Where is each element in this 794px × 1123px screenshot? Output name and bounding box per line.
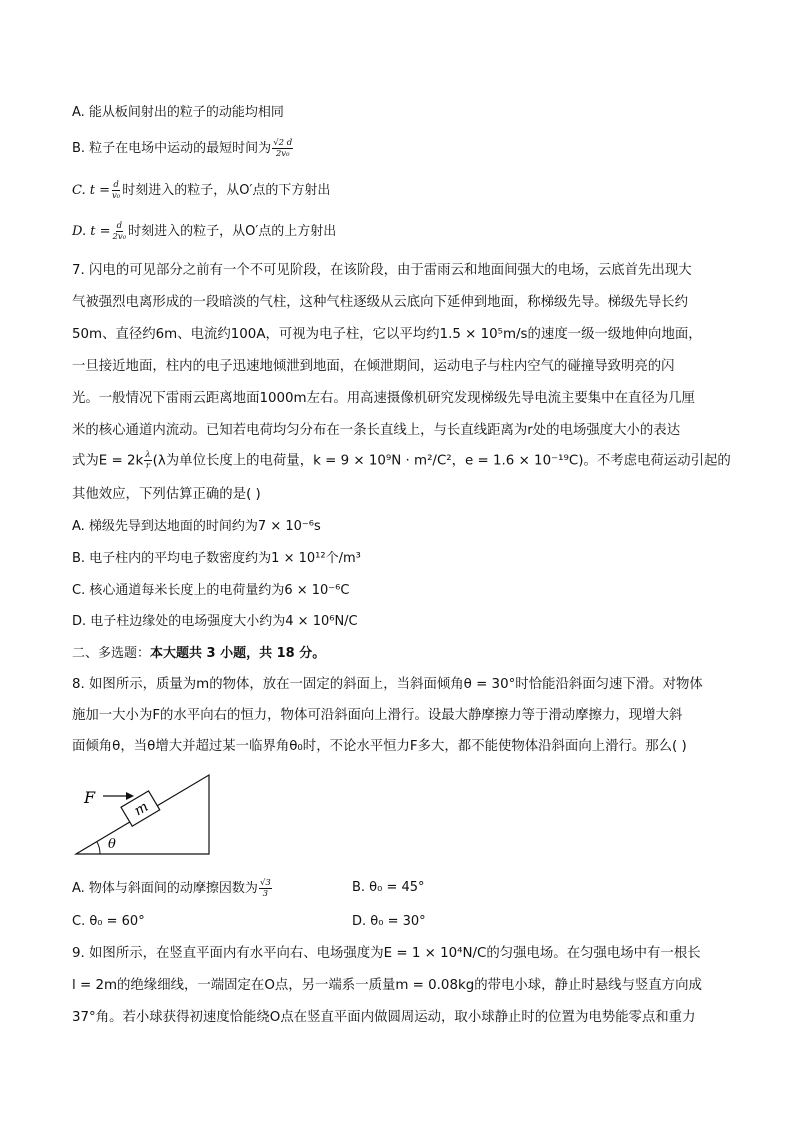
q7-option-a: A. 梯级先导到达地面的时间约为7 × 10⁻⁶s (72, 519, 321, 534)
q7-line-6: 米的核心通道内流动。已知若电荷均匀分布在一条长直线上，与长直线距离为r处的电场强度大小的表达 (72, 423, 681, 438)
section-detail: 本大题共 3 小题，共 18 分。 (150, 646, 326, 661)
q7-option-c: C. 核心通道每米长度上的电荷量约为6 × 10⁻⁶C (72, 583, 350, 598)
section-heading (72, 644, 325, 664)
fraction-numerator: λ (145, 450, 151, 460)
q9-line-2: l = 2m的绝缘细线，一端固定在O点，另一端系一质量m = 0.08kg的带电小球，静止时悬线与竖直方向成 (72, 978, 702, 993)
q7-formula-prefix: 式为E = 2k (72, 453, 144, 469)
q8-option-a-fraction (259, 878, 272, 899)
q7-last-line: 其他效应，下列估算正确的是( ) (72, 487, 261, 502)
fraction-numerator: √3 (259, 878, 271, 888)
q7-line-5: 光。一般情况下雷雨云距离地面1000m左右。用高速摄像机研究发现梯级先导电流主要集中在直径为几厘 (72, 391, 695, 406)
q6-option-d-text: 时刻进入的粒子，从O′点的上方射出 (128, 224, 337, 239)
q9-line-1: 9. 如图所示，在竖直平面内有水平向右、电场强度为E = 1 × 10⁴N/C的匀强电场。在匀强电场中有一根长 (72, 946, 701, 961)
fraction-numerator: d (116, 221, 123, 231)
q7-line-3: 50m、直径约6m、电流约100A，可视为电子柱，它以平均约1.5 × 10⁵m/s的速度一级一级地伸向地面， (72, 327, 702, 342)
q8-option-b: B. θ₀ = 45° (352, 880, 425, 895)
fraction-numerator: d (113, 180, 119, 190)
section-label: 二、多选题： (72, 646, 151, 661)
q6-option-c-fraction (111, 180, 121, 201)
q7-option-d: D. 电子柱边缘处的电场强度大小约为4 × 10⁶N/C (72, 614, 358, 629)
q6-option-b-fraction (272, 138, 293, 159)
q6-option-c-text: 时刻进入的粒子，从O′点的下方射出 (122, 183, 331, 198)
q8-option-d: D. θ₀ = 30° (352, 914, 426, 929)
incline-diagram (72, 770, 222, 862)
q8-option-a-text: A. 物体与斜面间的动摩擦因数为 (72, 881, 258, 896)
q6-option-b (72, 138, 294, 159)
q6-option-c (72, 180, 330, 201)
q6-option-c-prefix: C. t = (72, 183, 110, 198)
q6-option-b-text: B. 粒子在电场中运动的最短时间为 (72, 141, 272, 156)
q8-line-2: 施加一大小为F的水平向右的恒力，物体可沿斜面向上滑行。设最大静摩擦力等于滑动摩擦力，现增大斜 (72, 708, 683, 723)
q6-option-d (72, 221, 336, 242)
q8-line-1: 8. 如图所示，质量为m的物体，放在一固定的斜面上，当斜面倾角θ = 30°时恰能沿斜面匀速下滑。对物体 (72, 677, 703, 692)
q7-option-b: B. 电子柱内的平均电子数密度约为1 × 10¹²个/m³ (72, 551, 361, 566)
q6-option-d-fraction (111, 221, 127, 242)
q7-line-1: 7. 闪电的可见部分之前有一个不可见阶段，在该阶段，由于雷雨云和地面间强大的电场，云底首先出现大 (72, 263, 692, 278)
block-mass-label: m (131, 798, 152, 820)
q7-formula-suffix: (λ为单位长度上的电荷量，k = 9 × 10⁹N · m²/C²，e = 1.6 × 10⁻¹⁹C)。不考虑电荷运动引起的 (152, 453, 731, 469)
q6-option-d-prefix: D. t = (72, 224, 111, 239)
q7-line-4: 一旦接近地面，柱内的电子迅速地倾泄到地面，在倾泄期间，运动电子与柱内空气的碰撞导致明亮的闪 (72, 359, 675, 374)
fraction-denominator: v₀ (112, 191, 121, 201)
q7-formula-line (72, 450, 731, 472)
q7-line-2: 气被强烈电离形成的一段暗淡的气柱，这种气柱逐级从云底向下延伸到地面，称梯级先导。梯级先导长约 (72, 295, 688, 310)
q6-option-a: A. 能从板间射出的粒子的动能均相同 (72, 105, 284, 120)
fraction-denominator: 2v₀ (112, 232, 127, 242)
fraction-denominator: r (145, 461, 150, 471)
q7-formula-fraction (144, 450, 151, 471)
q9-line-3: 37°角。若小球获得初速度恰能绕O点在竖直平面内做圆周运动，取小球静止时的位置为电势能零点和重力 (72, 1010, 696, 1025)
force-arrow-head (126, 792, 134, 800)
q8-option-c: C. θ₀ = 60° (72, 914, 145, 929)
angle-label: θ (108, 837, 116, 852)
fraction-denominator: 2v₀ (275, 149, 290, 159)
fraction-numerator: √2 d (273, 138, 293, 148)
force-label: F (84, 788, 96, 807)
fraction-denominator: 3 (262, 889, 269, 899)
angle-arc (97, 842, 100, 854)
q8-option-a (72, 878, 273, 899)
q8-line-3: 面倾角θ，当θ增大并超过某一临界角θ₀时，不论水平恒力F多大，都不能使物体沿斜面向上滑行。那么( ) (72, 739, 687, 754)
